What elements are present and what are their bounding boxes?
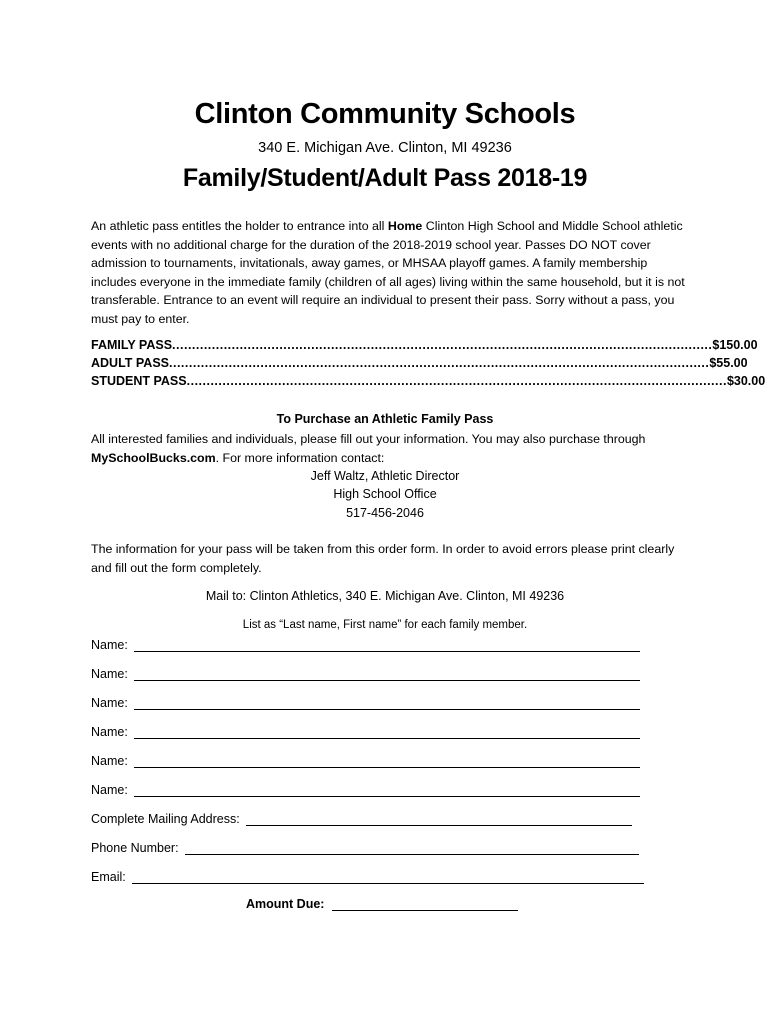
mailing-address-label: Complete Mailing Address:	[91, 812, 240, 826]
name-label: Name:	[91, 667, 128, 681]
contact-name: Jeff Waltz, Athletic Director	[310, 469, 460, 483]
name-field-3[interactable]	[91, 692, 640, 710]
email-field[interactable]	[91, 866, 644, 884]
price-row-adult	[91, 356, 748, 374]
list-instruction: List as “Last name, First name” for each family member.	[242, 619, 528, 631]
intro-text-1: An athletic pass entitles the holder to entrance into all	[91, 219, 388, 233]
price-label: STUDENT PASS	[91, 374, 187, 388]
name-line[interactable]	[134, 754, 640, 768]
price-row-student	[91, 374, 766, 392]
name-field-4[interactable]	[91, 721, 640, 739]
name-field-1[interactable]	[91, 634, 640, 652]
name-line[interactable]	[134, 783, 640, 797]
name-field-2[interactable]	[91, 663, 640, 681]
name-line[interactable]	[134, 638, 640, 652]
intro-text-2: Clinton High School and Middle School athletic events with no additional charge for the duration of the 2018-2019 school year. Passes DO NOT cover admission to tournaments, invitationals, away games, or MHSAA playoff games. A family membership includes everyone in the immediate family (children of all ages) living within the same household, but it is not transferable. Entrance to an event will require an individual to present their pass. Sorry without a pass, you must pay to enter.	[91, 219, 685, 326]
phone-field[interactable]	[91, 837, 639, 855]
mail-to-address: Mail to: Clinton Athletics, 340 E. Michigan Ave. Clinton, MI 49236	[205, 589, 565, 603]
price-amount: $55.00	[709, 356, 748, 370]
contact-phone: 517-456-2046	[346, 506, 424, 520]
school-address: 340 E. Michigan Ave. Clinton, MI 49236	[258, 140, 512, 156]
name-label: Name:	[91, 696, 128, 710]
price-leader-dots: ........................................................................................................................................	[172, 338, 713, 352]
name-line[interactable]	[134, 667, 640, 681]
price-leader-dots: ........................................................................................................................................	[186, 374, 727, 388]
name-label: Name:	[91, 725, 128, 739]
info-paragraph: The information for your pass will be taken from this order form. In order to avoid errors please print clearly and fill out the form completely.	[91, 542, 675, 575]
price-amount: $150.00	[712, 338, 758, 352]
name-field-6[interactable]	[91, 779, 640, 797]
name-field-5[interactable]	[91, 750, 640, 768]
price-leader-dots: ........................................................................................................................................	[169, 356, 710, 370]
amount-due-line[interactable]	[332, 898, 518, 911]
amount-due-field[interactable]	[246, 897, 518, 911]
name-label: Name:	[91, 783, 128, 797]
price-row-family	[91, 338, 758, 356]
mailing-address-field[interactable]	[91, 808, 632, 826]
myschoolbucks-link-text: MySchoolBucks.com	[91, 450, 216, 465]
name-label: Name:	[91, 638, 128, 652]
amount-due-label: Amount Due:	[246, 897, 325, 911]
price-label: ADULT PASS	[91, 356, 170, 370]
pass-title: Family/Student/Adult Pass 2018-19	[182, 164, 588, 192]
name-label: Name:	[91, 754, 128, 768]
name-line[interactable]	[134, 725, 640, 739]
phone-label: Phone Number:	[91, 841, 179, 855]
price-amount: $30.00	[726, 374, 766, 388]
phone-line[interactable]	[185, 841, 639, 855]
purchase-heading: To Purchase an Athletic Family Pass	[276, 412, 494, 426]
purchase-text-1: All interested families and individuals, please fill out your information. You may also purchase through	[91, 432, 646, 446]
intro-paragraph	[91, 217, 691, 328]
contact-office: High School Office	[333, 487, 437, 501]
page-title: Clinton Community Schools	[194, 98, 576, 130]
purchase-text-2: . For more information contact:	[215, 450, 385, 465]
name-line[interactable]	[134, 696, 640, 710]
intro-bold-home: Home	[387, 219, 423, 233]
email-label: Email:	[91, 870, 126, 884]
email-line[interactable]	[132, 870, 644, 884]
mailing-address-line[interactable]	[246, 812, 632, 826]
purchase-paragraph	[91, 430, 691, 467]
price-label: FAMILY PASS	[91, 338, 173, 352]
